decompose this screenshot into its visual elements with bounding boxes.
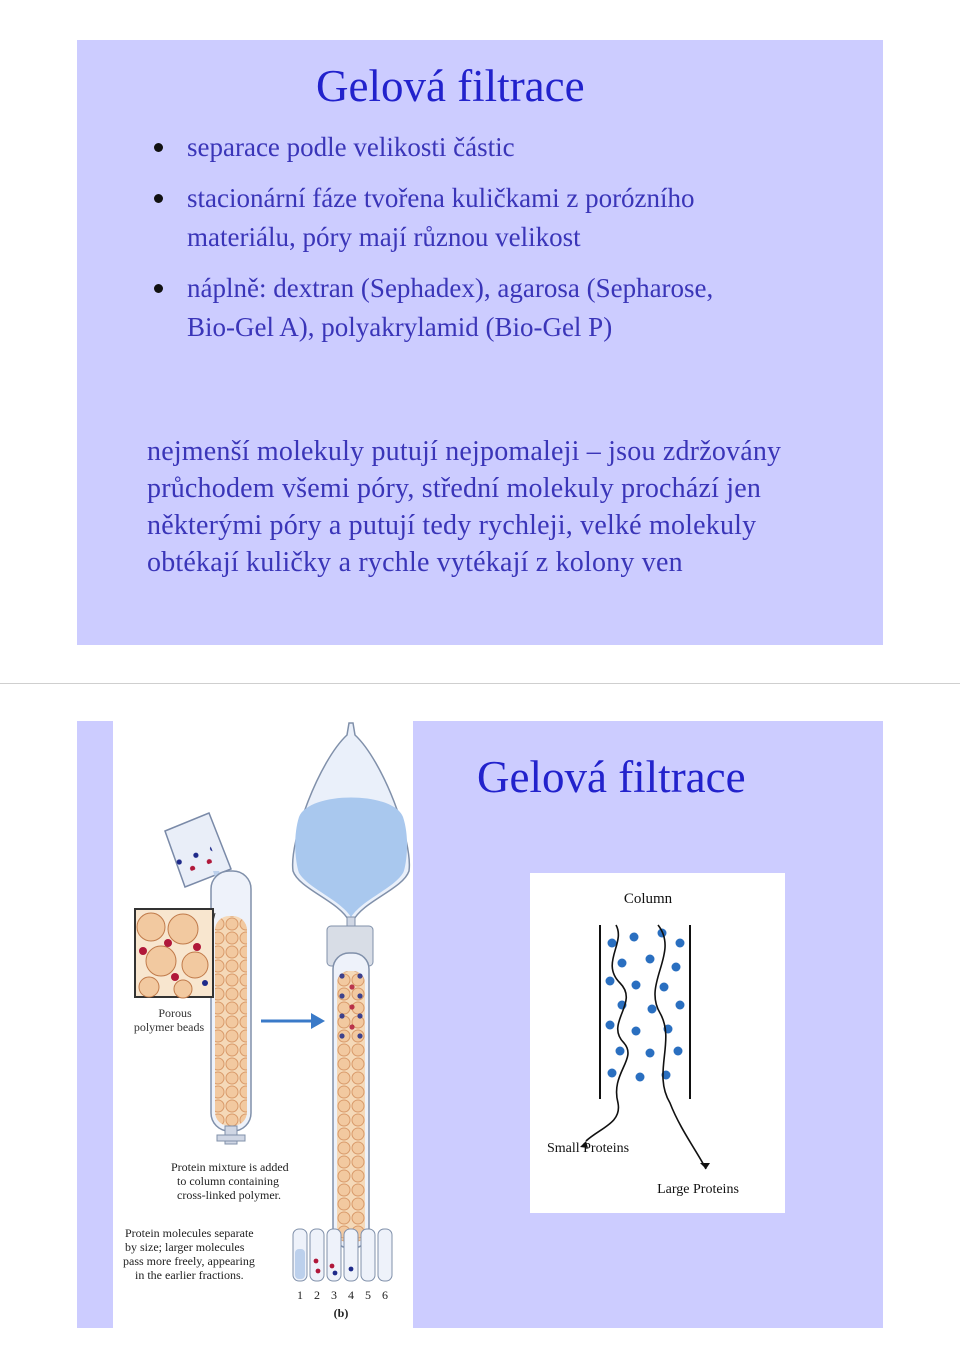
large-protein-path (655, 925, 706, 1169)
slide-1-title: Gelová filtrace (316, 61, 585, 111)
porous-beads-inset (135, 909, 215, 998)
slide-2 (77, 721, 883, 1328)
separatory-funnel-icon (293, 723, 410, 943)
mixture-caption-line: Protein mixture is added (171, 1160, 289, 1174)
fraction-number: 1 (297, 1288, 303, 1302)
separate-caption-line: by size; larger molecules (125, 1240, 245, 1254)
bullet-dot-icon (154, 194, 163, 203)
fraction-number: 2 (314, 1288, 320, 1302)
porous-label: Porous (158, 1006, 192, 1020)
bullet-item: stacionární fáze tvořena kuličkami z porózního materiálu, póry mají různou velikost (147, 179, 747, 257)
separate-caption-line: in the earlier fractions. (135, 1268, 244, 1282)
mixture-caption-line: cross-linked polymer. (177, 1188, 281, 1202)
slide-1 (77, 40, 883, 645)
fraction-number: 6 (382, 1288, 388, 1302)
page-divider (0, 683, 960, 684)
small-protein-path (586, 925, 628, 1141)
column-schematic (530, 873, 785, 1213)
mixture-caption-line: to column containing (177, 1174, 279, 1188)
column-schematic-figure (530, 873, 785, 1213)
bullet-list (147, 128, 747, 359)
fraction-number: 5 (365, 1288, 371, 1302)
fraction-number: 3 (331, 1288, 337, 1302)
gel-column-figure (113, 721, 413, 1328)
bullet-dot-icon (154, 284, 163, 293)
left-column-tube (211, 871, 251, 1144)
separate-caption-line: Protein molecules separate (125, 1226, 254, 1240)
small-proteins-label: Small Proteins (546, 1141, 630, 1156)
bullet-item: náplně: dextran (Sephadex), agarosa (Sepharose, Bio-Gel A), polyakrylamid (Bio-Gel P) (147, 269, 747, 347)
separate-caption-line: pass more freely, appearing (123, 1254, 255, 1268)
slide-2-title: Gelová filtrace (477, 752, 746, 802)
column-label: Column (623, 891, 673, 907)
bead-dots (606, 929, 685, 1082)
explanation-paragraph: nejmenší molekuly putují nejpomaleji – jsou zdržovány průchodem všemi póry, střední molekuly prochází jen některými póry a putují tedy rychleji, velké molekuly obtékají kuličky a rychle vytékají z kolony ven (147, 436, 782, 578)
right-column-tube (327, 926, 373, 1275)
arrow-right-icon (261, 1013, 325, 1029)
panel-label: (b) (333, 1306, 349, 1320)
gel-column-illustration (113, 721, 413, 1328)
polymer-beads-label: polymer beads (133, 1020, 205, 1034)
fraction-number: 4 (348, 1288, 354, 1302)
large-proteins-label: Large Proteins (657, 1182, 739, 1197)
bullet-item: separace podle velikosti částic (147, 128, 747, 167)
bullet-dot-icon (154, 143, 163, 152)
